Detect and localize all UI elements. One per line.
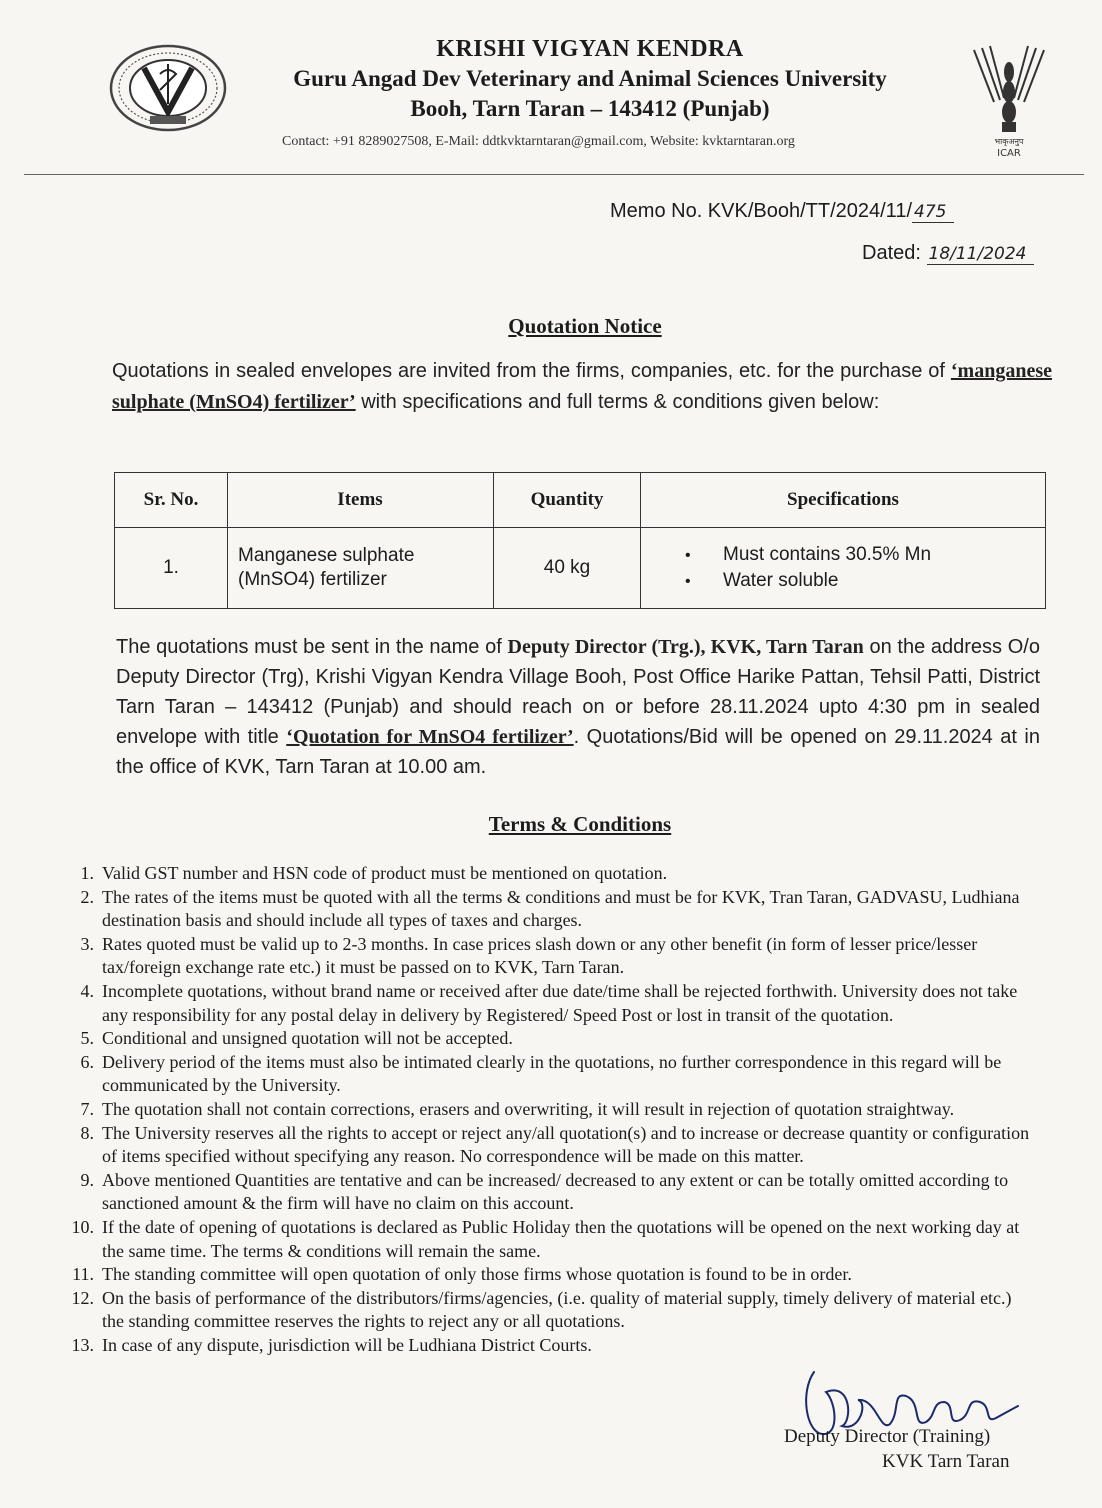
- contact-line: Contact: +91 8289027508, E-Mail: ddtkvktarntaran@gmail.com, Website: kvktarntaran.org: [282, 134, 795, 149]
- cell-sr-no: 1.: [115, 528, 228, 609]
- org-address: Booh, Tarn Taran – 143412 (Punjab): [410, 96, 770, 121]
- cell-quantity: 40 kg: [494, 528, 641, 609]
- term-item: 4. Incomplete quotations, without brand name or received after due date/time shall be rejected forthwith. University does not take any responsibility for any postal delay in delivery by Registered/ Speed Post or lost in transit of the quotation.: [80, 980, 1018, 1025]
- header-sr-no: Sr. No.: [115, 473, 228, 528]
- intro-item: ‘manganese sulphate (MnSO4) fertilizer’: [112, 360, 1052, 413]
- memo-label: Memo No. KVK/Booh/TT/2024/11/: [610, 200, 913, 222]
- intro-text-a: Quotations in sealed envelopes are invited from the firms, companies, etc. for the purchase of: [112, 360, 951, 382]
- term-item: 1. Valid GST number and HSN code of product must be mentioned on quotation.: [80, 863, 668, 883]
- signatory-title: Deputy Director (Training): [784, 1426, 991, 1447]
- university-emblem-icon: [108, 44, 228, 132]
- terms-title: Terms & Conditions: [488, 812, 672, 836]
- intro-paragraph: [112, 356, 1052, 418]
- university-name: Guru Angad Dev Veterinary and Animal Sciences University: [293, 66, 887, 91]
- header-divider: [24, 174, 1084, 175]
- cell-specifications: [641, 528, 1046, 609]
- memo-number: [610, 200, 954, 223]
- term-item: 6. Delivery period of the items must also be intimated clearly in the quotations, no further correspondence in this regard will be communicated by the University.: [80, 1051, 1002, 1096]
- term-item: 10. If the date of opening of quotations is declared as Public Holiday then the quotations will be opened on the next working day at the same time. The terms & conditions will remain the same.: [71, 1216, 1020, 1261]
- table-header-row: [115, 473, 1046, 528]
- submission-text-3: . Quotations/Bid will be opened on 29.11.2024 at in the office of KVK, Tarn Taran at 10.00 am.: [116, 726, 1040, 778]
- term-item: 7. The quotation shall not contain corrections, erasers and overwriting, it will result in rejection of quotation straightway.: [80, 1098, 955, 1119]
- envelope-title: ‘Quotation for MnSO4 fertilizer’: [286, 726, 574, 748]
- submission-text-2: on the address O/o Deputy Director (Trg), Krishi Vigyan Kendra Village Booh, Post Office Harike Pattan, Tehsil Patti, District Tarn Taran – 143412 (Punjab) and should reach on or before 28.11.2024 upto 4:30 pm in sealed envelope with title: [116, 636, 1040, 748]
- table-row: [115, 528, 1046, 609]
- intro-text-b: with specifications and full terms & conditions given below:: [355, 391, 880, 413]
- org-name: KRISHI VIGYAN KENDRA: [436, 36, 744, 62]
- memo-date: [862, 242, 1034, 265]
- terms-list: [58, 862, 1038, 1357]
- spec-item: • Must contains 30.5% Mn: [685, 542, 1044, 568]
- memo-handwritten-number: 475: [912, 202, 954, 223]
- term-item: 8. The University reserves all the rights to accept or reject any/all quotation(s) and to increase or decrease quantity or configuration of items specified without specifying any reason. No correspondence will be made on this matter.: [80, 1122, 1030, 1167]
- submission-paragraph: [116, 632, 1040, 782]
- term-item: 12. On the basis of performance of the distributors/firms/agencies, (i.e. quality of material supply, timely delivery of material etc.) the standing committee reserves the rights to reject any or all quotations.: [71, 1287, 1012, 1332]
- term-item: 9. Above mentioned Quantities are tentative and can be increased/ decreased to any extent or can be totally omitted according to sanctioned amount & the firm will have no claim on this account.: [80, 1169, 1009, 1214]
- icar-logo-icon: [964, 42, 1054, 162]
- cell-item: [228, 528, 494, 609]
- icar-hindi-text: भाकृअनुप: [994, 137, 1024, 146]
- icar-text: ICAR: [997, 148, 1021, 159]
- term-item: 5. Conditional and unsigned quotation will not be accepted.: [80, 1028, 513, 1049]
- submission-text-1: The quotations must be sent in the name of: [116, 636, 508, 658]
- header-items: Items: [228, 473, 494, 528]
- dated-label: Dated:: [862, 242, 921, 264]
- item-line2: (MnSO4) fertilizer: [238, 569, 387, 590]
- recipient-name: Deputy Director (Trg.), KVK, Tarn Taran: [507, 636, 864, 658]
- header-quantity: Quantity: [494, 473, 641, 528]
- term-item: 2. The rates of the items must be quoted with all the terms & conditions and must be for KVK, Tran Taran, GADVASU, Ludhiana destination basis and should include all types of taxes and charges.: [80, 886, 1020, 931]
- handwritten-date: 18/11/2024: [927, 244, 1035, 265]
- spec-item: • Water soluble: [685, 568, 1044, 594]
- signatory-place: KVK Tarn Taran: [882, 1451, 1010, 1472]
- term-item: 11. The standing committee will open quotation of only those firms whose quotation is found to be in order.: [72, 1264, 852, 1285]
- notice-title: Quotation Notice: [508, 314, 662, 338]
- header-specifications: Specifications: [641, 473, 1046, 528]
- term-item: 3. Rates quoted must be valid up to 2-3 months. In case prices slash down or any other benefit (in form of lesser price/lesser tax/foreign exchange rate etc.) it must be passed on to KVK, Tarn Taran.: [80, 933, 978, 978]
- quotation-table: [114, 472, 1046, 609]
- term-item: 13. In case of any dispute, jurisdiction will be Ludhiana District Courts.: [71, 1334, 592, 1355]
- item-line1: Manganese sulphate: [238, 545, 415, 566]
